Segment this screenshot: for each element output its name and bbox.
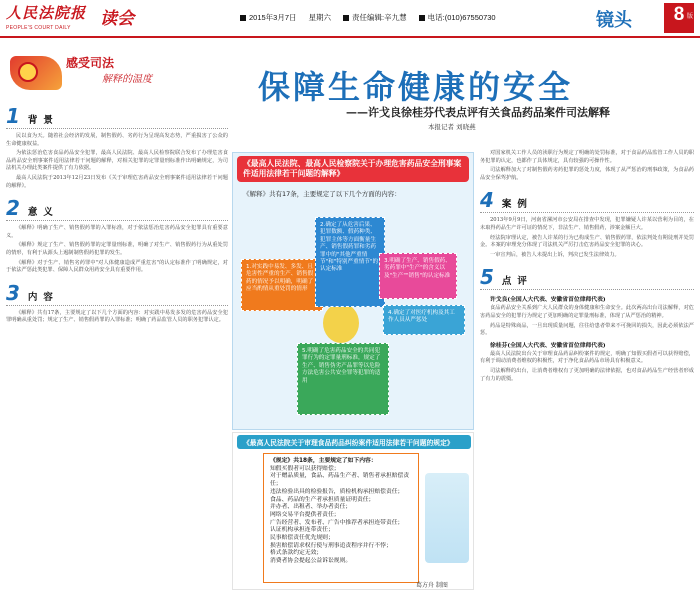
masthead	[0, 0, 700, 38]
issue-weekday: 星期六	[308, 13, 332, 22]
rules-panel	[232, 432, 474, 590]
rule-item: 违法检验出具的检验报告，质检机构承担赔偿责任；	[270, 488, 404, 495]
page-number-badge	[664, 3, 694, 33]
rule-item: 消费者协会提起公益诉讼规则。	[270, 558, 352, 565]
paragraph: 《解释》明确了生产、销售假药罪的入罪标准，对于依法惩治危害药品安全犯罪具有重要意义。	[6, 225, 228, 239]
issue-info	[240, 12, 496, 23]
square-icon	[343, 15, 349, 21]
rules-list	[263, 453, 419, 583]
square-icon	[419, 15, 425, 21]
paragraph: 一审宣判后，被告人未提出上诉，判决已发生法律效力。	[490, 251, 620, 258]
section-background	[6, 106, 228, 190]
paragraph: 《解释》对于生产、销售劣药罪中"对人体健康造成严重危害"的认定标准作了明确规定，对于依法严惩此类犯罪、保障人民群众用药安全具有重要作用。	[6, 259, 228, 274]
page-suffix: 版	[686, 14, 693, 20]
left-column	[6, 42, 228, 590]
paragraph: 司法解释加大了对制售假药劣药犯罪的惩处力度，体现了从严惩治的刑事政策，为食品药品安全保驾护航。	[480, 167, 694, 181]
rules-head: 《规定》共18条，主要规定了如下内容：	[270, 458, 377, 464]
square-icon	[240, 15, 246, 21]
phone-number: 电话:(010)67550730	[419, 12, 496, 23]
paragraph: 为依法惩治危害食品药品安全犯罪，最高人民法院、最高人民检察院联合发布了办理危害食品药品安全刑事案件适用法律若干问题的解释，对相关犯罪的定罪量刑标准作出明确规定，为司法机关办理此类案件提供了有力依据。	[6, 150, 228, 172]
rule-item: 格式条款约定无效；	[270, 550, 323, 557]
rule-item: 民事赔偿责任优先规则；	[270, 535, 334, 542]
editor-name: 责任编辑:辛九慧	[343, 12, 407, 23]
rule-item: 广告经营者、发布者、广告中推荐者承担连带责任；	[270, 519, 404, 526]
infographic-point-5: 5.明确了危害药品安全的共同犯罪行为的定罪量刑标准，规定了生产、销售伪劣产品罪等以危险方法危害公共安全罪等犯罪的适用	[297, 343, 389, 415]
subsection-number: 3	[6, 280, 20, 305]
paragraph: 最高人民法院出台关于审理食品药品纠纷案件的规定，明确了知假买假者可以获得赔偿，有利于调动消费者维权的积极性，对于净化食品药品市场具有积极意义。	[480, 350, 694, 365]
subsection-number: 5	[480, 265, 494, 290]
paragraph: 经法院审理认定，被告人许某的行为已构成生产、销售假药罪，依法判处有期徒刑并处罚金。本案的审理充分体现了司法机关严厉打击危害药品安全犯罪的决心。	[480, 234, 694, 249]
subsection-number: 4	[480, 188, 494, 213]
rule-item: 知假买假者可以获得赔偿；	[270, 465, 340, 472]
infographic-title: 《最高人民法院、最高人民检察院关于办理危害药品安全刑事案件适用法律若干问题的解释》	[237, 156, 469, 182]
infographic-point-3: 3.明确了生产、销售假药、劣药罪中"生产"的含义以及"生产""销售"的认定标准	[379, 253, 457, 299]
subsection-heading	[480, 190, 694, 213]
issue-date: 2015年3月7日	[240, 12, 297, 23]
headline: 保障生命健康的安全	[258, 68, 574, 106]
subsection-title: 点评	[501, 276, 533, 288]
paragraph: 民以食为天。随着社会经济的发展，制售假药、劣药行为呈现高发态势，严重损害了公众的生命健康权益。	[6, 133, 228, 147]
section-case	[480, 190, 694, 259]
section-banner	[6, 42, 228, 98]
paragraph: 《解释》规定了生产、销售假药罪的定罪量刑标准，明确了对生产、销售假药行为从重处罚的情形，有利于从源头上遏制制售假药犯罪的发生。	[6, 242, 228, 256]
right-column	[480, 150, 694, 590]
subsection-heading	[6, 198, 228, 221]
rules-title: 《最高人民法院关于审理食品药品纠纷案件适用法律若干问题的规定》	[237, 435, 471, 449]
rule-item: 食品、药品的生产者承担质量证明责任；	[270, 496, 375, 503]
newspaper-logo[interactable]	[6, 2, 94, 34]
rule-item: 损害赔偿请求权行使与刑事追责程序并行不悖；	[270, 542, 392, 549]
column-brand: 读会	[100, 9, 134, 29]
banner-line-1: 感受司法	[66, 56, 115, 70]
logo-title: 人民法院报	[6, 4, 87, 22]
paragraph: 2013年9月9日，河南省漯河市公安局在排查中发现，犯罪嫌疑人许某以营利为目的，在未取得药品生产许可证的情况下，非法生产、销售假药，涉案金额巨大。	[480, 217, 694, 231]
page-number: 8	[673, 4, 685, 25]
section-content	[6, 280, 228, 325]
rule-item: 并办者、出租者、举办者责任；	[270, 504, 352, 511]
paragraph: 《解释》共有17条，主要规定了以下几个方面的内容：对实践中易发多发的危害药品安全犯罪明确从重处罚；规定了生产、销售假药罪的入罪标准；明确了药品监管人员的职务犯罪认定。	[6, 309, 228, 324]
person-illustration-icon	[323, 303, 359, 343]
subsection-number: 2	[6, 196, 20, 221]
rule-item: 网络交易平台提供者责任；	[270, 511, 340, 518]
infographic-intro: 《解释》共有17条，主要规定了以下几个方面的内容：	[243, 190, 401, 198]
subsection-heading	[6, 280, 228, 306]
commentator-name: 许戈良(全国人大代表、安徽省首位律师代表)	[490, 297, 606, 304]
subsection-heading	[480, 267, 694, 290]
subsection-title: 背景	[27, 115, 59, 126]
section-title: 镜头	[596, 10, 632, 31]
paragraph: 食品药品安全关系到广大人民群众的身体健康和生命安全。此次两高出台司法解释，对危害药品安全的犯罪行为规定了更加明确的定罪量刑标准，体现了从严惩治的精神。	[480, 305, 694, 319]
section-comment	[480, 267, 694, 383]
banner-line-2: 解释的温度	[102, 74, 152, 85]
graphic-credit: 葛方舟 制图	[416, 582, 448, 589]
infographic-panel	[232, 152, 474, 430]
subheadline: ——许戈良徐桂芬代表点评有关食品药品案件司法解释	[346, 106, 610, 119]
rule-item: 对于赠品质量，食品、药品生产者、销售者承担赔偿责任；	[270, 473, 410, 488]
byline: 本报记者 刘晓燕	[428, 123, 476, 131]
paragraph: 最高人民法院于2013年12月23日发布《关于审理危害药品安全刑事案件适用法律若干问题的解释》。	[6, 174, 228, 189]
subsection-heading	[6, 106, 228, 129]
infographic-point-4: 4.确定了对医疗机构及其工作人员从严惩处	[383, 305, 465, 335]
family-illustration-icon	[425, 473, 469, 563]
section-significance	[6, 198, 228, 275]
infographic-point-1: 1.对实践中易发、多发、且危害性严重的生产、销售假药的情况予以明确，明确了应当酌情从重处罚的情形	[241, 259, 323, 311]
subsection-title: 意义	[27, 207, 59, 219]
subsection-title: 案例	[501, 199, 533, 211]
paragraph: 药品是特殊商品，一旦出现质量问题，往往给患者带来不可挽回的损失，因此必须依法严惩。	[480, 322, 694, 337]
subsection-title: 内容	[27, 291, 59, 303]
logo-english: PEOPLE'S COURT DAILY	[6, 25, 71, 31]
rule-item: 认证机构承担连带责任；	[270, 527, 334, 534]
paragraph: 对国家机关工作人员的渎职行为规定了明确的处罚标准，对于食品药品监管工作人员的职务犯罪的认定，也都作了具体规定，具有较强的可操作性。	[480, 150, 694, 164]
paragraph: 司法解释的出台，让消费者维权有了更加明确的法律依据，也对食品药品生产经营者形成了有力的震慑。	[480, 367, 694, 382]
subsection-number: 1	[6, 104, 20, 128]
court-emblem-icon	[18, 62, 38, 82]
infographic-point-2: 2.确定了从危害后果、犯罪数额、假药种类、犯罪主体等方面衡量生产、销售假药罪和劣药罪中的"其他严重情节"和"特别严重情节"的认定标准	[315, 217, 385, 307]
commentator-name: 徐桂芬(全国人大代表、安徽省首位律师代表)	[490, 342, 606, 349]
